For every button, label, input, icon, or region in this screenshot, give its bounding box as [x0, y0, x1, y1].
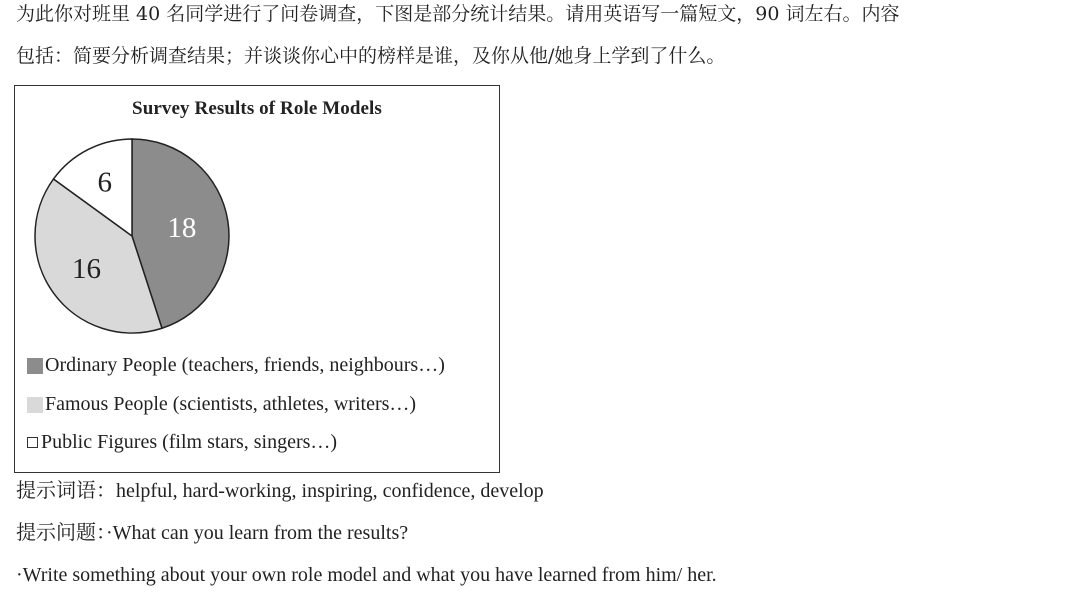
legend-item-public-figures: [27, 431, 337, 454]
hint-question-1: ·What can you learn from the results?: [106, 522, 409, 544]
instruction-line-2: 包括：简要分析调查结果；并谈谈你心中的榜样是谁，及你从他/她身上学到了什么。: [16, 45, 726, 67]
hint-words-label: 提示词语：: [16, 480, 116, 502]
hint-question-2: ·Write something about your own role model and what you have learned from him/ her.: [16, 564, 717, 586]
legend-label: Public Figures (film stars, singers…): [41, 431, 338, 453]
pie-chart: [15, 86, 501, 346]
chart-title: Survey Results of Role Models: [132, 98, 382, 119]
legend-item-famous-people: [27, 393, 416, 416]
hint-words-text: helpful, hard-working, inspiring, confidence, develop: [116, 480, 544, 502]
hint-questions-label: 提示问题：: [16, 522, 106, 544]
pie-label-public-figures: 6: [97, 166, 112, 199]
legend-swatch: [27, 397, 43, 413]
hint-question-line-2: [16, 563, 717, 587]
pie-label-ordinary-people: 18: [167, 212, 197, 245]
pie-label-famous-people: 16: [71, 253, 101, 286]
instruction-line-1: 为此你对班里 40 名同学进行了问卷调查，下图是部分统计结果。请用英语写一篇短文，90 词左右。内容: [16, 3, 900, 25]
legend-label: Famous People (scientists, athletes, writers…): [45, 393, 417, 415]
legend-swatch: [27, 437, 38, 448]
legend-swatch: [27, 358, 43, 374]
hint-words-line: [16, 479, 544, 503]
legend-item-ordinary-people: [27, 354, 445, 377]
hint-question-line-1: [16, 521, 408, 545]
pie-chart-figure: [14, 85, 500, 473]
legend-label: Ordinary People (teachers, friends, neighbours…): [45, 354, 445, 376]
